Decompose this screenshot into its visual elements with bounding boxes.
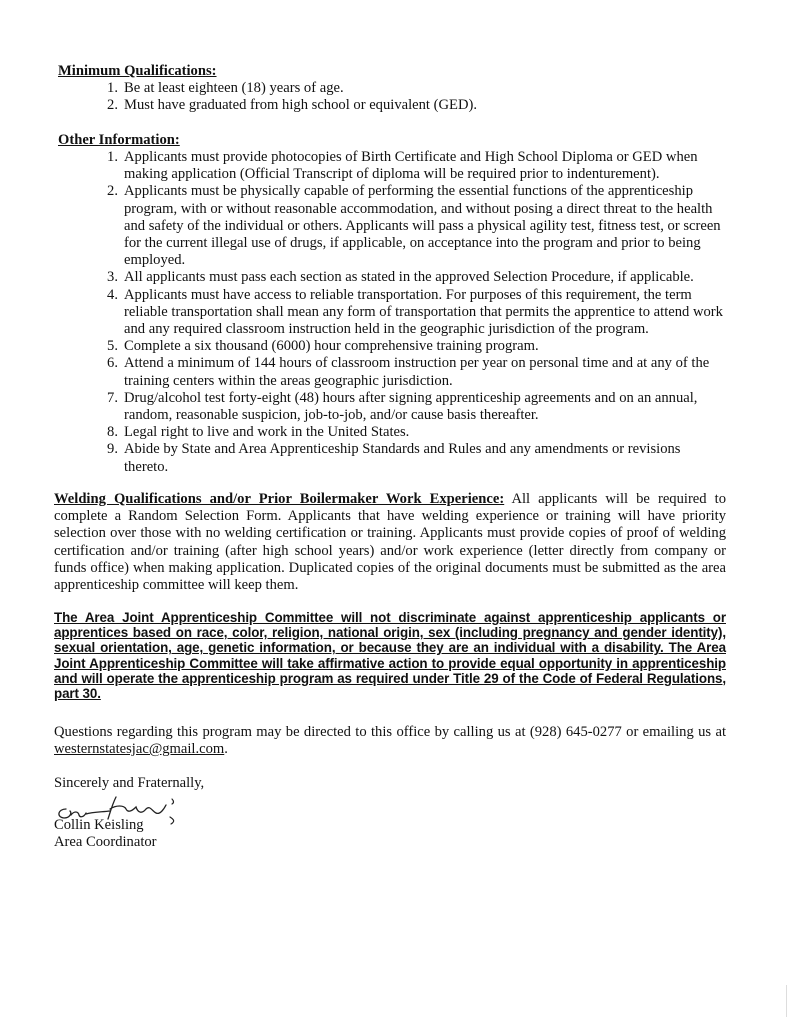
list-item (107, 80, 726, 97)
contact-paragraph (54, 724, 726, 758)
list-item (107, 97, 726, 114)
email-link[interactable]: westernstatesjac@gmail.com (54, 741, 225, 758)
item-text: All applicants must pass each section as stated in the approved Selection Procedure, if applicable. (124, 269, 694, 286)
welding-paragraph (54, 491, 726, 594)
salutation: Sincerely and Fraternally, (54, 775, 205, 791)
welding-heading: Welding Qualifications and/or Prior Boilermaker Work Experience: (54, 491, 505, 507)
item-number: 8. (107, 424, 118, 441)
item-number: 3. (107, 269, 118, 286)
list-item (107, 338, 726, 355)
item-number: 6. (107, 355, 118, 372)
contact-text: Questions regarding this program may be directed to this office by calling us at (928) 645-0277 or emailing us at (54, 724, 726, 740)
nondiscrimination-statement: The Area Joint Apprenticeship Committee will not discriminate against apprenticeship applicants or apprentices based on race, color, religion, national origin, sex (including pregnancy and gender identity), sexual orientation, age, genetic information, or because they are an individual with a disability. The Area Joint Apprenticeship Committee will take affirmative action to provide equal opportunity in apprenticeship and will operate the apprenticeship program as required under Title 29 of the Code of Federal Regulations, part 30. (54, 610, 726, 702)
list-item (107, 424, 726, 441)
item-number: 7. (107, 389, 118, 406)
list-item (107, 269, 726, 286)
list-item (107, 389, 726, 424)
list-item (107, 183, 726, 269)
item-text: Legal right to live and work in the United States. (124, 424, 410, 441)
list-item (107, 441, 726, 475)
list-item (107, 149, 726, 183)
item-text: Applicants must provide photocopies of Birth Certificate and High School Diploma or GED when making application (Official Transcript of diploma will be required prior to indenturement). (124, 149, 698, 183)
item-number: 2. (107, 183, 118, 200)
other-info-heading: Other Information: (58, 132, 180, 148)
item-text: Attend a minimum of 144 hours of classroom instruction per year on personal time and at any of the training centers within the areas geographic jurisdiction. (124, 355, 710, 389)
item-text: Complete a six thousand (6000) hour comprehensive training program. (124, 338, 539, 355)
item-number: 9. (107, 441, 118, 458)
item-text: Drug/alcohol test forty-eight (48) hours after signing apprenticeship agreements and on an annual, random, reasonable suspicion, job-to-job, and/or cause basis thereafter. (124, 389, 698, 424)
signer-name: Collin Keisling (54, 817, 144, 833)
item-text: Abide by State and Area Apprenticeship Standards and Rules and any amendments or revisions thereto. (124, 441, 681, 475)
scan-edge-mark (786, 985, 787, 1017)
item-number: 1. (107, 80, 118, 96)
item-number: 4. (107, 286, 118, 303)
min-qual-list (107, 80, 726, 114)
other-info-list (107, 149, 726, 476)
signer-title: Area Coordinator (54, 834, 157, 850)
item-number: 1. (107, 149, 118, 165)
contact-after: . (224, 741, 228, 758)
list-item (107, 355, 726, 389)
list-item (107, 286, 726, 339)
item-text: Be at least eighteen (18) years of age. (124, 80, 344, 96)
item-number: 2. (107, 97, 118, 114)
min-qual-heading: Minimum Qualifications: (58, 63, 217, 79)
item-text: Must have graduated from high school or equivalent (GED). (124, 97, 477, 114)
item-text: Applicants must be physically capable of performing the essential functions of the apprenticeship program, with or without reasonable accommodation, and without posing a direct threat to the health and safety of the individual or others. Applicants will pass a physical agility test, fitness test, or screen for the current illegal use of drugs, if applicable, on acceptance into the program and prior to being employed. (124, 183, 721, 269)
item-number: 5. (107, 338, 118, 355)
welding-body: All applicants will be required to complete a Random Selection Form. Applicants that have welding experience or training will have priority selection over those with no welding certification or training. Applicants must provide copies of proof of welding certification and/or training (after high school years) and/or work experience (letter directly from company or funds office) when making application. Duplicated copies of the original documents must be submitted as the area apprenticeship committee will keep them. (54, 491, 726, 594)
item-text: Applicants must have access to reliable transportation. For purposes of this requirement, the term reliable transportation shall mean any form of transportation that permits the apprentice to attend work and any required classroom instruction held in the geographic jurisdiction of the program. (124, 286, 723, 338)
